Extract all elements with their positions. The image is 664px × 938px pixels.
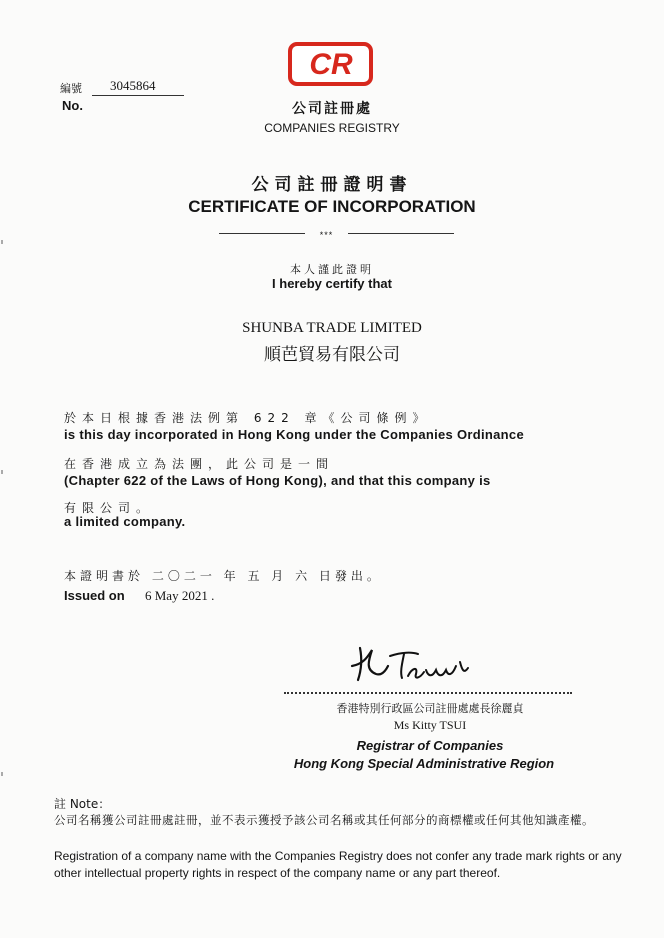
certify-text-cn: 本人謹此證明 <box>290 263 374 276</box>
body-line-en-3: a limited company. <box>64 514 186 529</box>
registrar-signature <box>346 640 476 693</box>
registrar-title-en: Registrar of Companies <box>356 738 504 753</box>
certificate-title-en: CERTIFICATE OF INCORPORATION <box>188 197 476 216</box>
body-line-en-2: (Chapter 622 of the Laws of Hong Kong), and that this company is <box>64 473 491 488</box>
cr-logo <box>288 42 373 86</box>
certificate-title-cn: 公司註冊證明書 <box>251 175 413 195</box>
issued-text-cn: 本證明書於 二〇二一 年 五 月 六 日發出。 <box>64 569 383 583</box>
number-label-en: No. <box>62 98 83 113</box>
body-line-en-1: is this day incorporated in Hong Kong under the Companies Ordinance <box>64 427 524 442</box>
title-rule-left <box>219 233 305 234</box>
registrar-title-cn: 香港特別行政區公司註冊處處長徐麗貞 <box>336 702 524 715</box>
certificate-number: 3045864 <box>110 78 156 93</box>
note-label: 註 Note： <box>54 797 111 811</box>
cr-logo-mark <box>295 48 367 80</box>
note-text-cn: 公司名稱獲公司註冊處註冊，並不表示獲授予該公司名稱或其任何部分的商標權或任何其他知識產權。 <box>54 813 594 827</box>
registrar-region-en: Hong Kong Special Administrative Region <box>293 756 555 771</box>
certify-text-en: I hereby certify that <box>272 276 392 291</box>
signature-line <box>284 692 572 694</box>
scan-mark <box>1 772 3 776</box>
body-line-cn-2: 在香港成立為法團，此公司是一間 <box>64 457 335 471</box>
registrar-name: Ms Kitty TSUI <box>393 718 467 732</box>
registry-name-en: COMPANIES REGISTRY <box>264 121 400 135</box>
company-name-cn: 順芭貿易有限公司 <box>264 345 400 365</box>
issued-date: 6 May 2021 . <box>145 588 215 603</box>
issued-label-en: Issued on <box>64 588 125 603</box>
svg-text:CR: CR <box>308 48 353 80</box>
body-line-cn-1: 於本日根據香港法例第 622 章《公司條例》 <box>64 411 431 425</box>
title-ornament: *** <box>319 230 334 240</box>
company-name-en: SHUNBA TRADE LIMITED <box>242 320 422 336</box>
number-underline <box>92 95 184 96</box>
scan-mark <box>1 240 3 244</box>
note-text-en: Registration of a company name with the Companies Registry does not confer any trade mark rights or any other intellectual property rights in respect of the company name or any part thereof. <box>54 849 622 880</box>
signature-mark <box>346 640 476 688</box>
title-rule-right <box>348 233 454 234</box>
registry-name-cn: 公司註冊處 <box>292 101 372 117</box>
scan-mark <box>1 470 3 474</box>
body-line-cn-3: 有限公司。 <box>64 501 155 515</box>
number-label-cn: 編號 <box>60 82 82 95</box>
